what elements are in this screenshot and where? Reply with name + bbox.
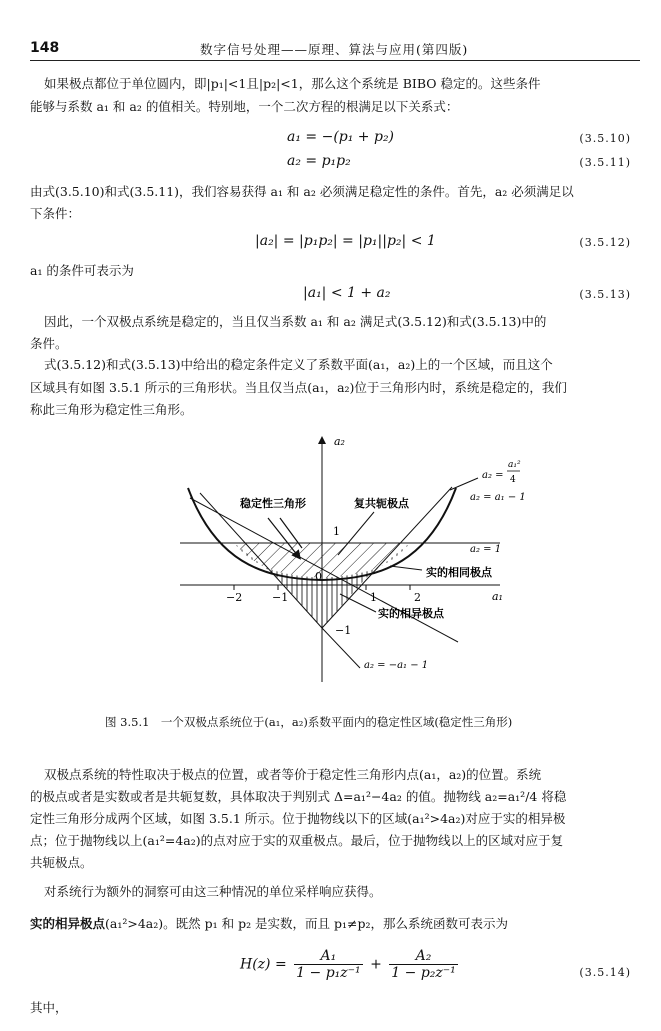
paragraph-line: 因此，一个双极点系统是稳定的，当且仅当系数 a₁ 和 a₂ 满足式(3.5.12)和式(3.5.13)中的 [44, 314, 547, 329]
denominator: 1 − p₁z⁻¹ [296, 965, 361, 981]
paragraph-line: 区域具有如图 3.5.1 所示的三角形状。当且仅当点(a₁，a₂)位于三角形内时，系统是稳定的，我们 [30, 380, 567, 395]
paragraph-line: 其中， [30, 1000, 68, 1015]
paragraph-line: 称此三角形为稳定性三角形。 [30, 402, 193, 417]
equation-number: (3.5.13) [579, 288, 631, 301]
label-real-distinct: 实的相异极点 [378, 607, 444, 620]
page-header [30, 40, 640, 61]
pointer-line [390, 566, 422, 570]
curve-label-a2-eq-1: a₂ = 1 [470, 544, 502, 555]
tick-label: 1 [333, 525, 340, 538]
curve-label-parabola-denominator: 4 [510, 475, 516, 485]
equation-number: (3.5.10) [579, 132, 631, 145]
denominator: 1 − p₂z⁻¹ [391, 965, 456, 981]
label-stability-triangle: 稳定性三角形 [240, 497, 306, 510]
origin-label: 0 [315, 570, 322, 583]
paragraph-line: 定性三角形分成两个区域，如图 3.5.1 所示。位于抛物线以下的区域(a₁²>4a₂)对应于实的相异极 [30, 811, 566, 826]
paragraph-line: a₁ 的条件可表示为 [30, 263, 134, 278]
tick-label: −2 [226, 591, 243, 604]
equation-3-5-11: a₂ = p₁p₂ [287, 153, 351, 169]
paragraph-line [30, 916, 508, 932]
paragraph-line: 式(3.5.12)和式(3.5.13)中给出的稳定条件定义了系数平面(a₁，a₂)上的一个区域，而且这个 [44, 357, 553, 372]
curve-label-parabola-numerator: a₁² [508, 460, 521, 470]
axis-label-y: a₂ [334, 435, 345, 448]
equation-number: (3.5.12) [579, 236, 631, 249]
paragraph-line: 由式(3.5.10)和式(3.5.11)，我们容易获得 a₁ 和 a₂ 必须满足稳定性的条件。首先，a₂ 必须满足以 [30, 184, 574, 199]
paragraph-line: 能够与系数 a₁ 和 a₂ 的值相关。特别地，一个二次方程的根满足以下关系式： [30, 99, 459, 114]
paragraph-line: 的极点或者是实数或者是共轭复数，具体取决于判别式 Δ=a₁²−4a₂ 的值。抛物线 a₂=a₁²/4 将稳 [30, 789, 567, 804]
equation-3-5-13: |a₁| < 1 + a₂ [303, 285, 391, 301]
paragraph-line: 下条件： [30, 206, 81, 221]
curve-label-a2-eq-neg-a1-minus-1: a₂ = −a₁ − 1 [364, 660, 429, 671]
equation-number: (3.5.14) [579, 966, 631, 979]
page-number: 148 [30, 40, 60, 56]
figure-caption: 图 3.5.1 一个双极点系统位于(a₁，a₂)系数平面内的稳定性区域(稳定性三角形) [105, 715, 513, 729]
fraction [389, 948, 458, 981]
paragraph-line: 条件。 [30, 336, 68, 351]
fraction [294, 948, 363, 981]
label-real-equal: 实的相同极点 [426, 566, 492, 579]
equation-number: (3.5.11) [579, 156, 631, 169]
numerator: A₁ [294, 948, 363, 965]
eq-lhs: H(z) = [240, 956, 287, 973]
plus-sign: + [370, 956, 382, 973]
paragraph-line: 对系统行为额外的洞察可由这三种情况的单位采样响应获得。 [44, 884, 382, 899]
running-title: 数字信号处理——原理、算法与应用(第四版) [200, 42, 469, 57]
section-heading-real-distinct: 实的相异极点 [30, 916, 106, 931]
numerator: A₂ [389, 948, 458, 965]
paragraph-text: (a₁²>4a₂)。既然 p₁ 和 p₂ 是实数，而且 p₁≠p₂，那么系统函数可表示为 [105, 916, 509, 931]
pointer-line [450, 478, 478, 490]
equation-3-5-14 [240, 948, 461, 981]
stability-triangle-figure [0, 425, 661, 715]
curve-label-parabola: a₂ = [482, 470, 504, 481]
paragraph-line: 双极点系统的特性取决于极点的位置，或者等价于稳定性三角形内点(a₁，a₂)的位置。系统 [44, 767, 542, 782]
paragraph-line: 如果极点都位于单位圆内，即|p₁|<1且|p₂|<1，那么这个系统是 BIBO 稳定的。这些条件 [44, 76, 541, 91]
paragraph-line: 点；位于抛物线以上(a₁²=4a₂)的点对应于实的双重极点。最后，位于抛物线以上的区域对应于复 [30, 833, 564, 848]
label-complex-conjugate: 复共轭极点 [354, 497, 409, 510]
axis-label-x: a₁ [492, 590, 503, 603]
tick-label: 1 [370, 591, 377, 604]
tick-label: −1 [335, 624, 352, 637]
tick-label: 2 [414, 591, 421, 604]
paragraph-line: 共轭极点。 [30, 855, 93, 870]
tick-label: −1 [272, 591, 289, 604]
curve-label-a2-eq-a1-minus-1: a₂ = a₁ − 1 [470, 492, 526, 503]
equation-3-5-12: |a₂| = |p₁p₂| = |p₁||p₂| < 1 [255, 233, 436, 249]
equation-3-5-10: a₁ = −(p₁ + p₂) [287, 129, 395, 145]
